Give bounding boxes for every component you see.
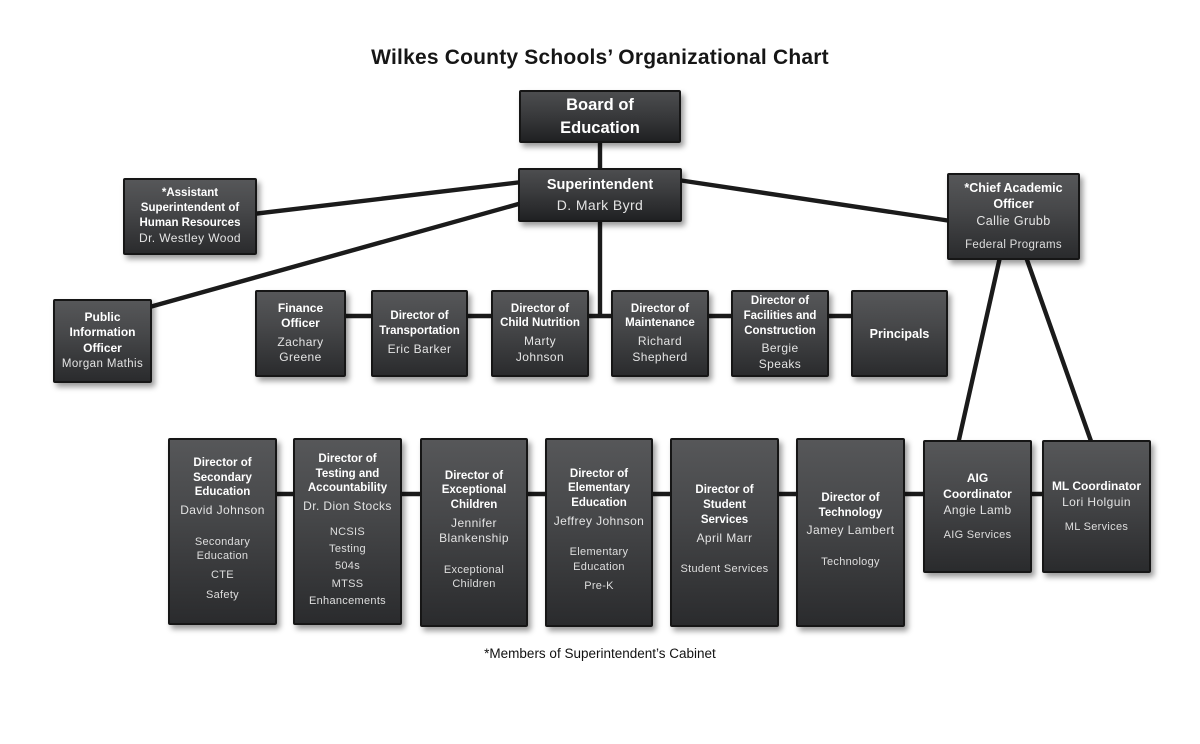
node-person: Dr. Dion Stocks	[303, 499, 392, 514]
node-person: Jennifer Blankenship	[439, 515, 509, 546]
node-area: Secondary Education	[194, 535, 251, 563]
node-person: Morgan Mathis	[61, 358, 144, 371]
node-area: NCSIS	[329, 525, 366, 538]
node-title: Director of Child Nutrition	[500, 302, 580, 330]
node-areas	[681, 557, 769, 581]
node-area: ML Services	[1064, 520, 1129, 533]
node-area: Enhancements	[309, 594, 386, 607]
org-node-director-of-testing-and-accountability	[293, 438, 402, 625]
node-area: MTSS	[331, 577, 364, 590]
org-node-director-of-child-nutrition	[491, 290, 589, 377]
node-title: Director of Maintenance	[625, 302, 695, 330]
node-title: Director of Transportation	[379, 310, 460, 338]
chart-title: Wilkes County Schools’ Organizational Chart	[371, 46, 829, 69]
node-person: Zachary Greene	[277, 334, 324, 365]
node-person: Lori Holguin	[1062, 495, 1131, 510]
node-area: Elementary Education	[569, 546, 629, 573]
node-person: David Johnson	[180, 503, 265, 518]
org-node-director-of-elementary-education	[545, 438, 653, 627]
node-areas	[428, 558, 520, 597]
node-area: Student Services	[680, 563, 769, 576]
org-node-director-of-secondary-education	[168, 438, 277, 625]
node-person: Angie Lamb	[943, 502, 1012, 517]
node-person: D. Mark Byrd	[556, 197, 644, 214]
connector-superintendent-cao	[678, 180, 951, 221]
node-area: 504s	[334, 560, 361, 573]
org-node-aig-coordinator	[923, 440, 1032, 573]
node-area: Technology	[821, 555, 880, 568]
node-title: Director of Secondary Education	[193, 457, 252, 499]
node-title: Superintendent	[546, 176, 654, 193]
org-node-director-of-facilities-and-construction	[731, 290, 829, 377]
node-area: Safety	[206, 588, 239, 601]
org-node-superintendent	[518, 168, 682, 222]
node-title: Director of Technology	[818, 491, 883, 519]
node-area: CTE	[211, 569, 234, 582]
connector-cao-ml	[1026, 257, 1092, 444]
node-area: Pre-K	[584, 580, 614, 593]
node-person: Eric Barker	[387, 341, 452, 356]
org-node-director-of-student-services	[670, 438, 779, 627]
node-areas	[176, 530, 269, 607]
node-person: Richard Shepherd	[632, 334, 688, 364]
node-area: Testing	[329, 542, 366, 555]
org-node-director-of-technology	[796, 438, 905, 627]
org-node-assistant-superintendent-hr	[123, 178, 257, 255]
node-person: Callie Grubb	[976, 214, 1051, 229]
node-areas	[965, 238, 1062, 253]
org-node-director-of-exceptional-children	[420, 438, 528, 627]
node-areas	[1065, 520, 1128, 534]
node-area: Exceptional Children	[443, 563, 505, 591]
node-title: AIG Coordinator	[943, 471, 1012, 501]
node-person: Bergie Speaks	[758, 341, 802, 372]
node-title: ML Coordinator	[1051, 478, 1142, 493]
org-node-board-of-education	[519, 90, 681, 143]
node-area: Federal Programs	[965, 238, 1062, 251]
node-title: Director of Elementary Education	[567, 467, 630, 510]
node-title: Director of Testing and Accountability	[307, 452, 388, 495]
node-title: Director of Facilities and Construction	[743, 295, 817, 337]
node-person: April Marr	[696, 530, 753, 545]
node-title: Public Information Officer	[69, 309, 136, 355]
org-node-chief-academic-officer	[947, 173, 1080, 260]
node-areas	[944, 528, 1012, 542]
org-node-ml-coordinator	[1042, 440, 1151, 573]
node-person: Dr. Westley Wood	[139, 231, 241, 246]
node-title: Finance Officer	[277, 301, 324, 331]
node-area: AIG Services	[943, 528, 1012, 541]
node-title: *Chief Academic Officer	[964, 181, 1063, 212]
node-person: Jeffrey Johnson	[553, 513, 645, 528]
node-title: Director of Student Services	[695, 484, 754, 526]
org-node-finance-officer	[255, 290, 346, 377]
node-title: Director of Exceptional Children	[441, 469, 507, 511]
org-node-director-of-transportation	[371, 290, 468, 377]
org-node-director-of-maintenance	[611, 290, 709, 377]
node-areas	[309, 522, 386, 611]
node-title: *Assistant Superintendent of Human Resources	[139, 187, 241, 229]
connector-cao-aig	[958, 257, 1000, 444]
org-node-principals	[851, 290, 948, 377]
node-areas	[553, 540, 645, 598]
connector-superintendent-asst-superintendent	[253, 182, 522, 214]
node-areas	[821, 550, 880, 574]
node-title: Principals	[869, 326, 930, 341]
node-person: Marty Johnson	[515, 334, 565, 364]
node-title: Board of Education	[560, 96, 640, 137]
node-person: Jamey Lambert	[806, 523, 895, 538]
footnote: *Members of Superintendent’s Cabinet	[484, 646, 716, 661]
org-node-public-information-officer	[53, 299, 152, 383]
